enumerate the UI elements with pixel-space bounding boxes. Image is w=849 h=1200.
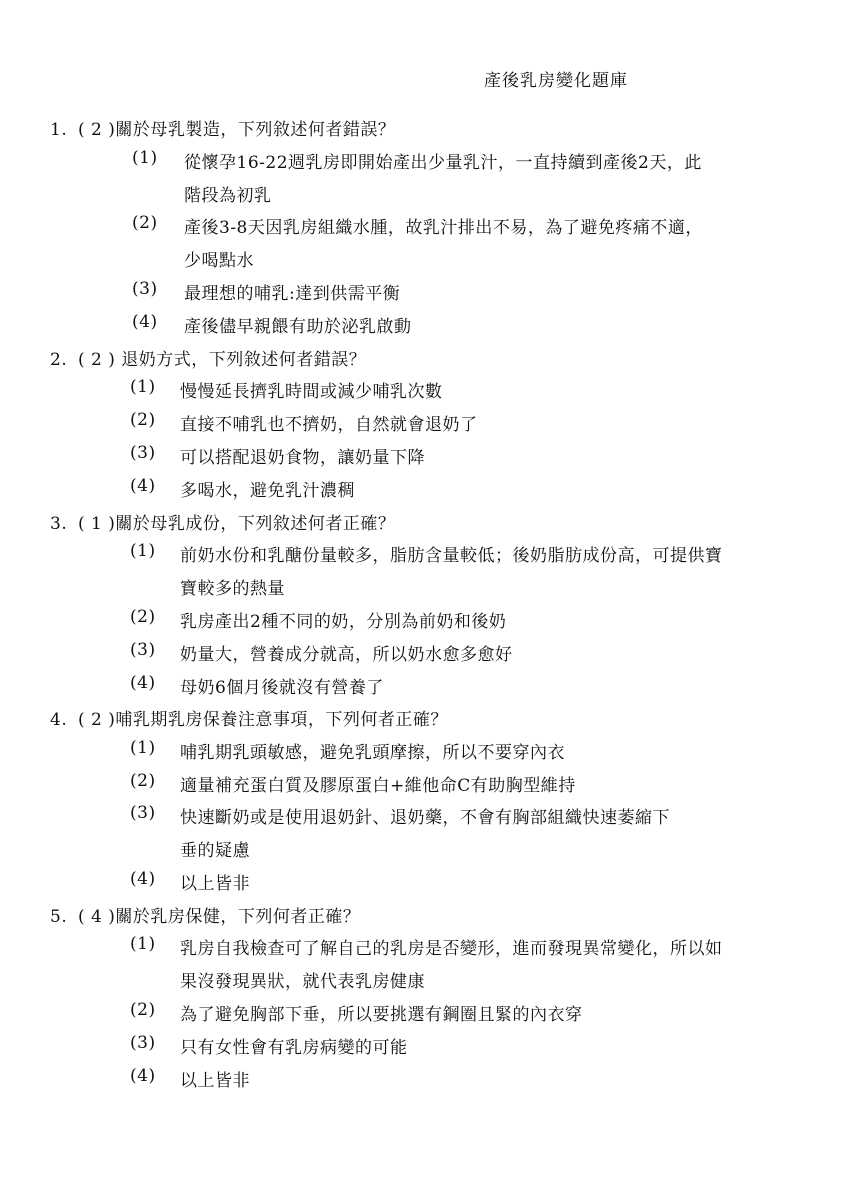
option-label: (1)	[130, 934, 156, 954]
question-1	[50, 115, 395, 140]
option-text: 以上皆非	[180, 874, 250, 894]
question-number: 3.	[50, 514, 68, 534]
question-stem: 退奶方式，下列敘述何者錯誤？	[121, 350, 367, 370]
option-continuation: 階段為初乳	[184, 186, 272, 206]
question-stem: 關於母乳製造，下列敘述何者錯誤？	[115, 120, 396, 140]
option-text: 從懷孕16-22週乳房即開始產出少量乳汁，一直持續到產後2天，此	[184, 153, 702, 173]
question-stem: 哺乳期乳房保養注意事項，下列何者正確？	[115, 710, 448, 730]
option-text: 多喝水，避免乳汁濃稠	[180, 481, 355, 501]
option-label: (4)	[130, 476, 156, 496]
option-label: (4)	[130, 1066, 156, 1086]
answer-mark: ( 2 )	[78, 120, 116, 140]
option-text: 慢慢延長擠乳時間或減少哺乳次數	[180, 382, 443, 402]
option-label: (1)	[130, 541, 156, 561]
option-text: 奶量大，營養成分就高，所以奶水愈多愈好	[180, 645, 513, 665]
option-label: (4)	[132, 312, 158, 332]
option-text: 母奶6個月後就沒有營養了	[180, 678, 384, 698]
question-4	[50, 705, 448, 730]
question-number: 4.	[50, 710, 68, 730]
option-label: (3)	[130, 443, 156, 463]
option-text: 直接不哺乳也不擠奶，自然就會退奶了	[180, 415, 478, 435]
option-label: (1)	[132, 148, 158, 168]
option-label: (3)	[130, 803, 156, 823]
option-text: 適量補充蛋白質及膠原蛋白+維他命C有助胸型維持	[180, 776, 576, 796]
question-stem: 關於母乳成份，下列敘述何者正確？	[115, 514, 396, 534]
option-label: (3)	[130, 1033, 156, 1053]
answer-mark: ( 2 )	[78, 710, 116, 730]
option-continuation: 果沒發現異狀，就代表乳房健康	[180, 972, 425, 992]
option-text: 以上皆非	[180, 1071, 250, 1091]
option-label: (3)	[132, 279, 158, 299]
question-number: 5.	[50, 907, 68, 927]
question-2	[50, 345, 366, 370]
option-text: 為了避免胸部下垂，所以要挑選有鋼圈且緊的內衣穿	[180, 1005, 583, 1025]
option-continuation: 寶較多的熱量	[180, 579, 285, 599]
option-label: (4)	[130, 673, 156, 693]
question-stem: 關於乳房保健，下列何者正確？	[115, 907, 361, 927]
option-label: (2)	[132, 213, 158, 233]
option-label: (4)	[130, 869, 156, 889]
option-label: (2)	[130, 1000, 156, 1020]
option-label: (2)	[130, 607, 156, 627]
option-text: 產後3-8天因乳房組織水腫，故乳汁排出不易，為了避免疼痛不適，	[184, 218, 703, 238]
option-text: 快速斷奶或是使用退奶針、退奶藥，不會有胸部組織快速萎縮下	[180, 808, 670, 828]
option-text: 乳房產出2種不同的奶，分別為前奶和後奶	[180, 612, 507, 632]
question-number: 2.	[50, 350, 68, 370]
option-label: (1)	[130, 738, 156, 758]
option-text: 產後儘早親餵有助於泌乳啟動	[184, 317, 412, 337]
option-continuation: 少喝點水	[184, 251, 254, 271]
option-label: (1)	[130, 377, 156, 397]
option-text: 可以搭配退奶食物，讓奶量下降	[180, 448, 425, 468]
answer-mark: ( 1 )	[78, 514, 116, 534]
option-text: 前奶水份和乳醣份量較多，脂肪含量較低；後奶脂肪成份高，可提供寶	[180, 546, 723, 566]
option-text: 乳房自我檢查可了解自己的乳房是否變形，進而發現異常變化，所以如	[180, 939, 723, 959]
option-continuation: 垂的疑慮	[180, 841, 250, 861]
option-label: (3)	[130, 640, 156, 660]
answer-mark: ( 4 )	[78, 907, 116, 927]
option-text: 最理想的哺乳:達到供需平衡	[184, 284, 401, 304]
question-number: 1.	[50, 120, 68, 140]
answer-mark: ( 2 )	[78, 350, 116, 370]
option-text: 只有女性會有乳房病變的可能	[180, 1038, 408, 1058]
page-title: 產後乳房變化題庫	[484, 71, 628, 91]
question-3	[50, 509, 395, 534]
option-text: 哺乳期乳頭敏感，避免乳頭摩擦，所以不要穿內衣	[180, 743, 565, 763]
option-label: (2)	[130, 410, 156, 430]
question-5	[50, 902, 360, 927]
option-label: (2)	[130, 771, 156, 791]
